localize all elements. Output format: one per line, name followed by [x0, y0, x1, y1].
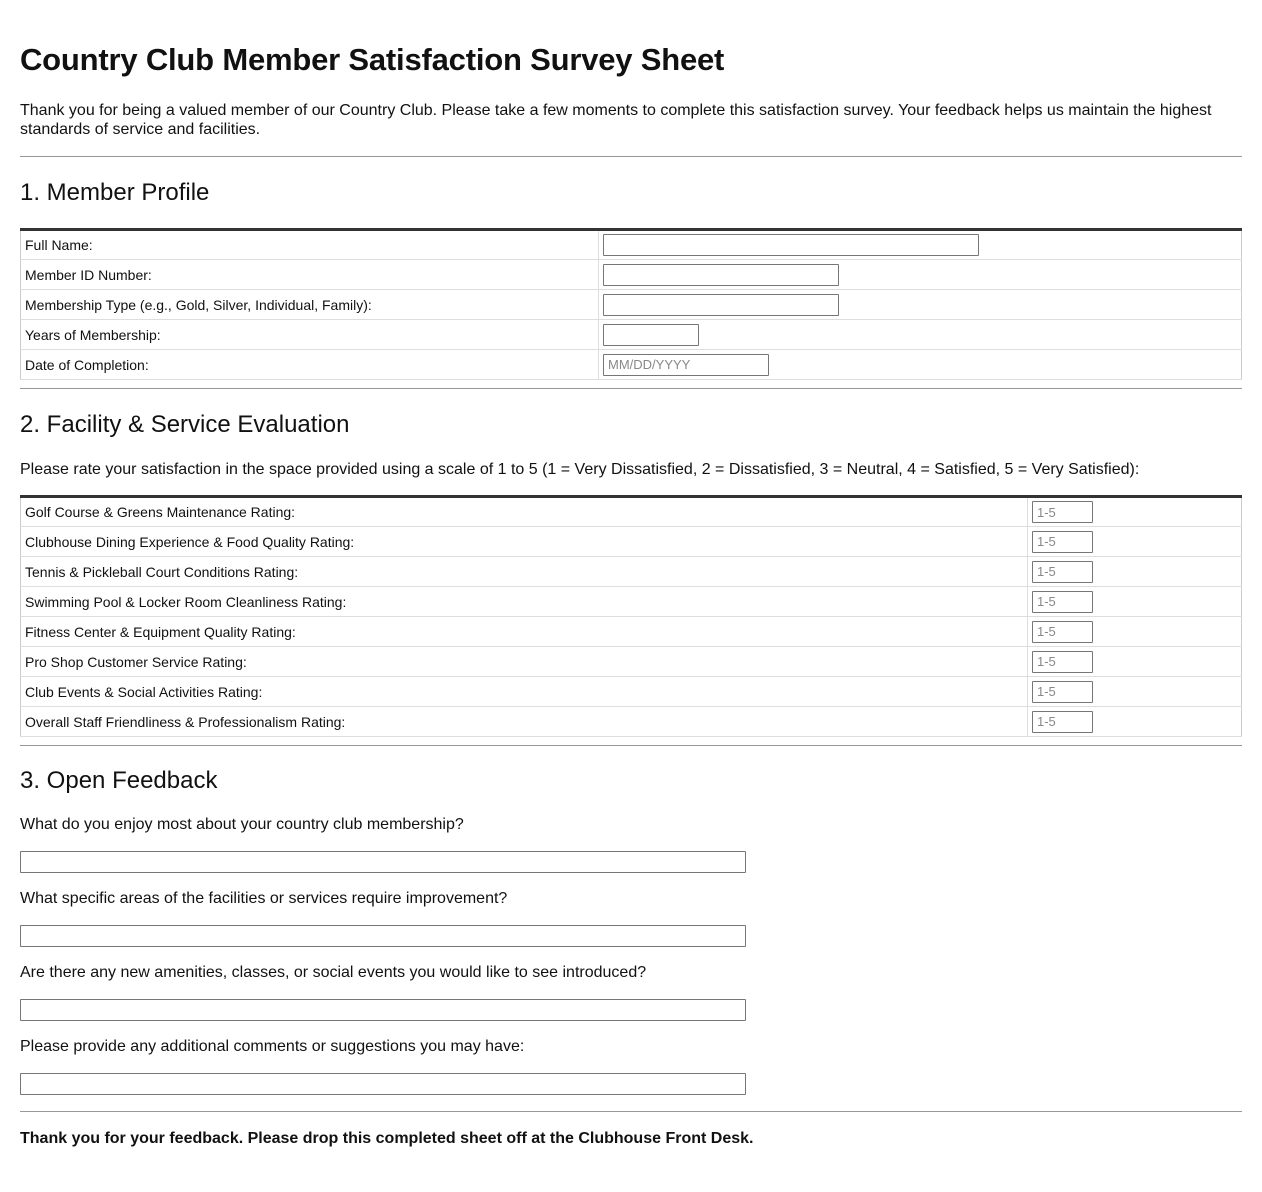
rating-input-golf-course[interactable] — [1032, 501, 1093, 523]
rating-label-tennis: Tennis & Pickleball Court Conditions Rating: — [21, 557, 1028, 587]
divider — [20, 1111, 1242, 1112]
rating-input-pool[interactable] — [1032, 591, 1093, 613]
table-row — [21, 557, 1242, 587]
rating-table — [20, 495, 1242, 737]
feedback-input-improvement[interactable] — [20, 925, 746, 947]
rating-cell — [1028, 527, 1242, 557]
rating-label-pro-shop: Pro Shop Customer Service Rating: — [21, 647, 1028, 677]
table-row — [21, 677, 1242, 707]
membership-type-input[interactable] — [603, 294, 839, 316]
rating-input-staff[interactable] — [1032, 711, 1093, 733]
member-id-input[interactable] — [603, 264, 839, 286]
rating-cell — [1028, 677, 1242, 707]
footer-note: Thank you for your feedback. Please drop this completed sheet off at the Clubhouse Front Desk. — [20, 1130, 754, 1147]
member-id-cell — [599, 260, 1242, 290]
date-of-completion-input[interactable] — [603, 354, 769, 376]
years-of-membership-input[interactable] — [603, 324, 699, 346]
table-row — [21, 230, 1242, 260]
rating-input-fitness[interactable] — [1032, 621, 1093, 643]
table-row — [21, 647, 1242, 677]
rating-input-events[interactable] — [1032, 681, 1093, 703]
divider — [20, 388, 1242, 389]
rating-cell — [1028, 647, 1242, 677]
section-heading-facility-evaluation: 2. Facility & Service Evaluation — [20, 411, 350, 438]
divider — [20, 156, 1242, 157]
rating-cell — [1028, 497, 1242, 527]
membership-type-label: Membership Type (e.g., Gold, Silver, Individual, Family): — [21, 290, 599, 320]
table-row — [21, 290, 1242, 320]
rating-label-dining: Clubhouse Dining Experience & Food Quality Rating: — [21, 527, 1028, 557]
date-of-completion-cell — [599, 350, 1242, 380]
table-row — [21, 260, 1242, 290]
date-of-completion-label: Date of Completion: — [21, 350, 599, 380]
feedback-input-additional-comments[interactable] — [20, 1073, 746, 1095]
feedback-question-enjoy: What do you enjoy most about your country club membership? — [20, 816, 464, 833]
divider — [20, 745, 1242, 746]
full-name-input[interactable] — [603, 234, 979, 256]
table-row — [21, 707, 1242, 737]
table-row — [21, 527, 1242, 557]
table-row — [21, 320, 1242, 350]
rating-instructions: Please rate your satisfaction in the space provided using a scale of 1 to 5 (1 = Very Dissatisfied, 2 = Dissatisfied, 3 = Neutral, 4 = Satisfied, 5 = Very Satisfied): — [20, 461, 1140, 478]
member-profile-table — [20, 228, 1242, 380]
rating-cell — [1028, 557, 1242, 587]
feedback-input-new-amenities[interactable] — [20, 999, 746, 1021]
section-heading-member-profile: 1. Member Profile — [20, 179, 210, 206]
years-of-membership-label: Years of Membership: — [21, 320, 599, 350]
rating-cell — [1028, 587, 1242, 617]
membership-type-cell — [599, 290, 1242, 320]
full-name-label: Full Name: — [21, 230, 599, 260]
feedback-question-new-amenities: Are there any new amenities, classes, or social events you would like to see introduced? — [20, 964, 647, 981]
member-id-label: Member ID Number: — [21, 260, 599, 290]
table-row — [21, 617, 1242, 647]
rating-label-events: Club Events & Social Activities Rating: — [21, 677, 1028, 707]
rating-label-pool: Swimming Pool & Locker Room Cleanliness Rating: — [21, 587, 1028, 617]
table-row — [21, 587, 1242, 617]
rating-label-golf-course: Golf Course & Greens Maintenance Rating: — [21, 497, 1028, 527]
feedback-input-enjoy[interactable] — [20, 851, 746, 873]
page-title: Country Club Member Satisfaction Survey Sheet — [20, 42, 725, 77]
intro-text: Thank you for being a valued member of our Country Club. Please take a few moments to complete this satisfaction survey. Your feedback helps us maintain the highest standards of service and facilities. — [20, 102, 1212, 138]
rating-label-staff: Overall Staff Friendliness & Professionalism Rating: — [21, 707, 1028, 737]
rating-input-dining[interactable] — [1032, 531, 1093, 553]
section-heading-open-feedback: 3. Open Feedback — [20, 767, 218, 794]
feedback-question-additional-comments: Please provide any additional comments or suggestions you may have: — [20, 1038, 525, 1055]
full-name-cell — [599, 230, 1242, 260]
feedback-question-improvement: What specific areas of the facilities or services require improvement? — [20, 890, 508, 907]
rating-cell — [1028, 617, 1242, 647]
table-row — [21, 497, 1242, 527]
table-row — [21, 350, 1242, 380]
rating-label-fitness: Fitness Center & Equipment Quality Rating: — [21, 617, 1028, 647]
rating-input-pro-shop[interactable] — [1032, 651, 1093, 673]
rating-input-tennis[interactable] — [1032, 561, 1093, 583]
rating-cell — [1028, 707, 1242, 737]
years-of-membership-cell — [599, 320, 1242, 350]
